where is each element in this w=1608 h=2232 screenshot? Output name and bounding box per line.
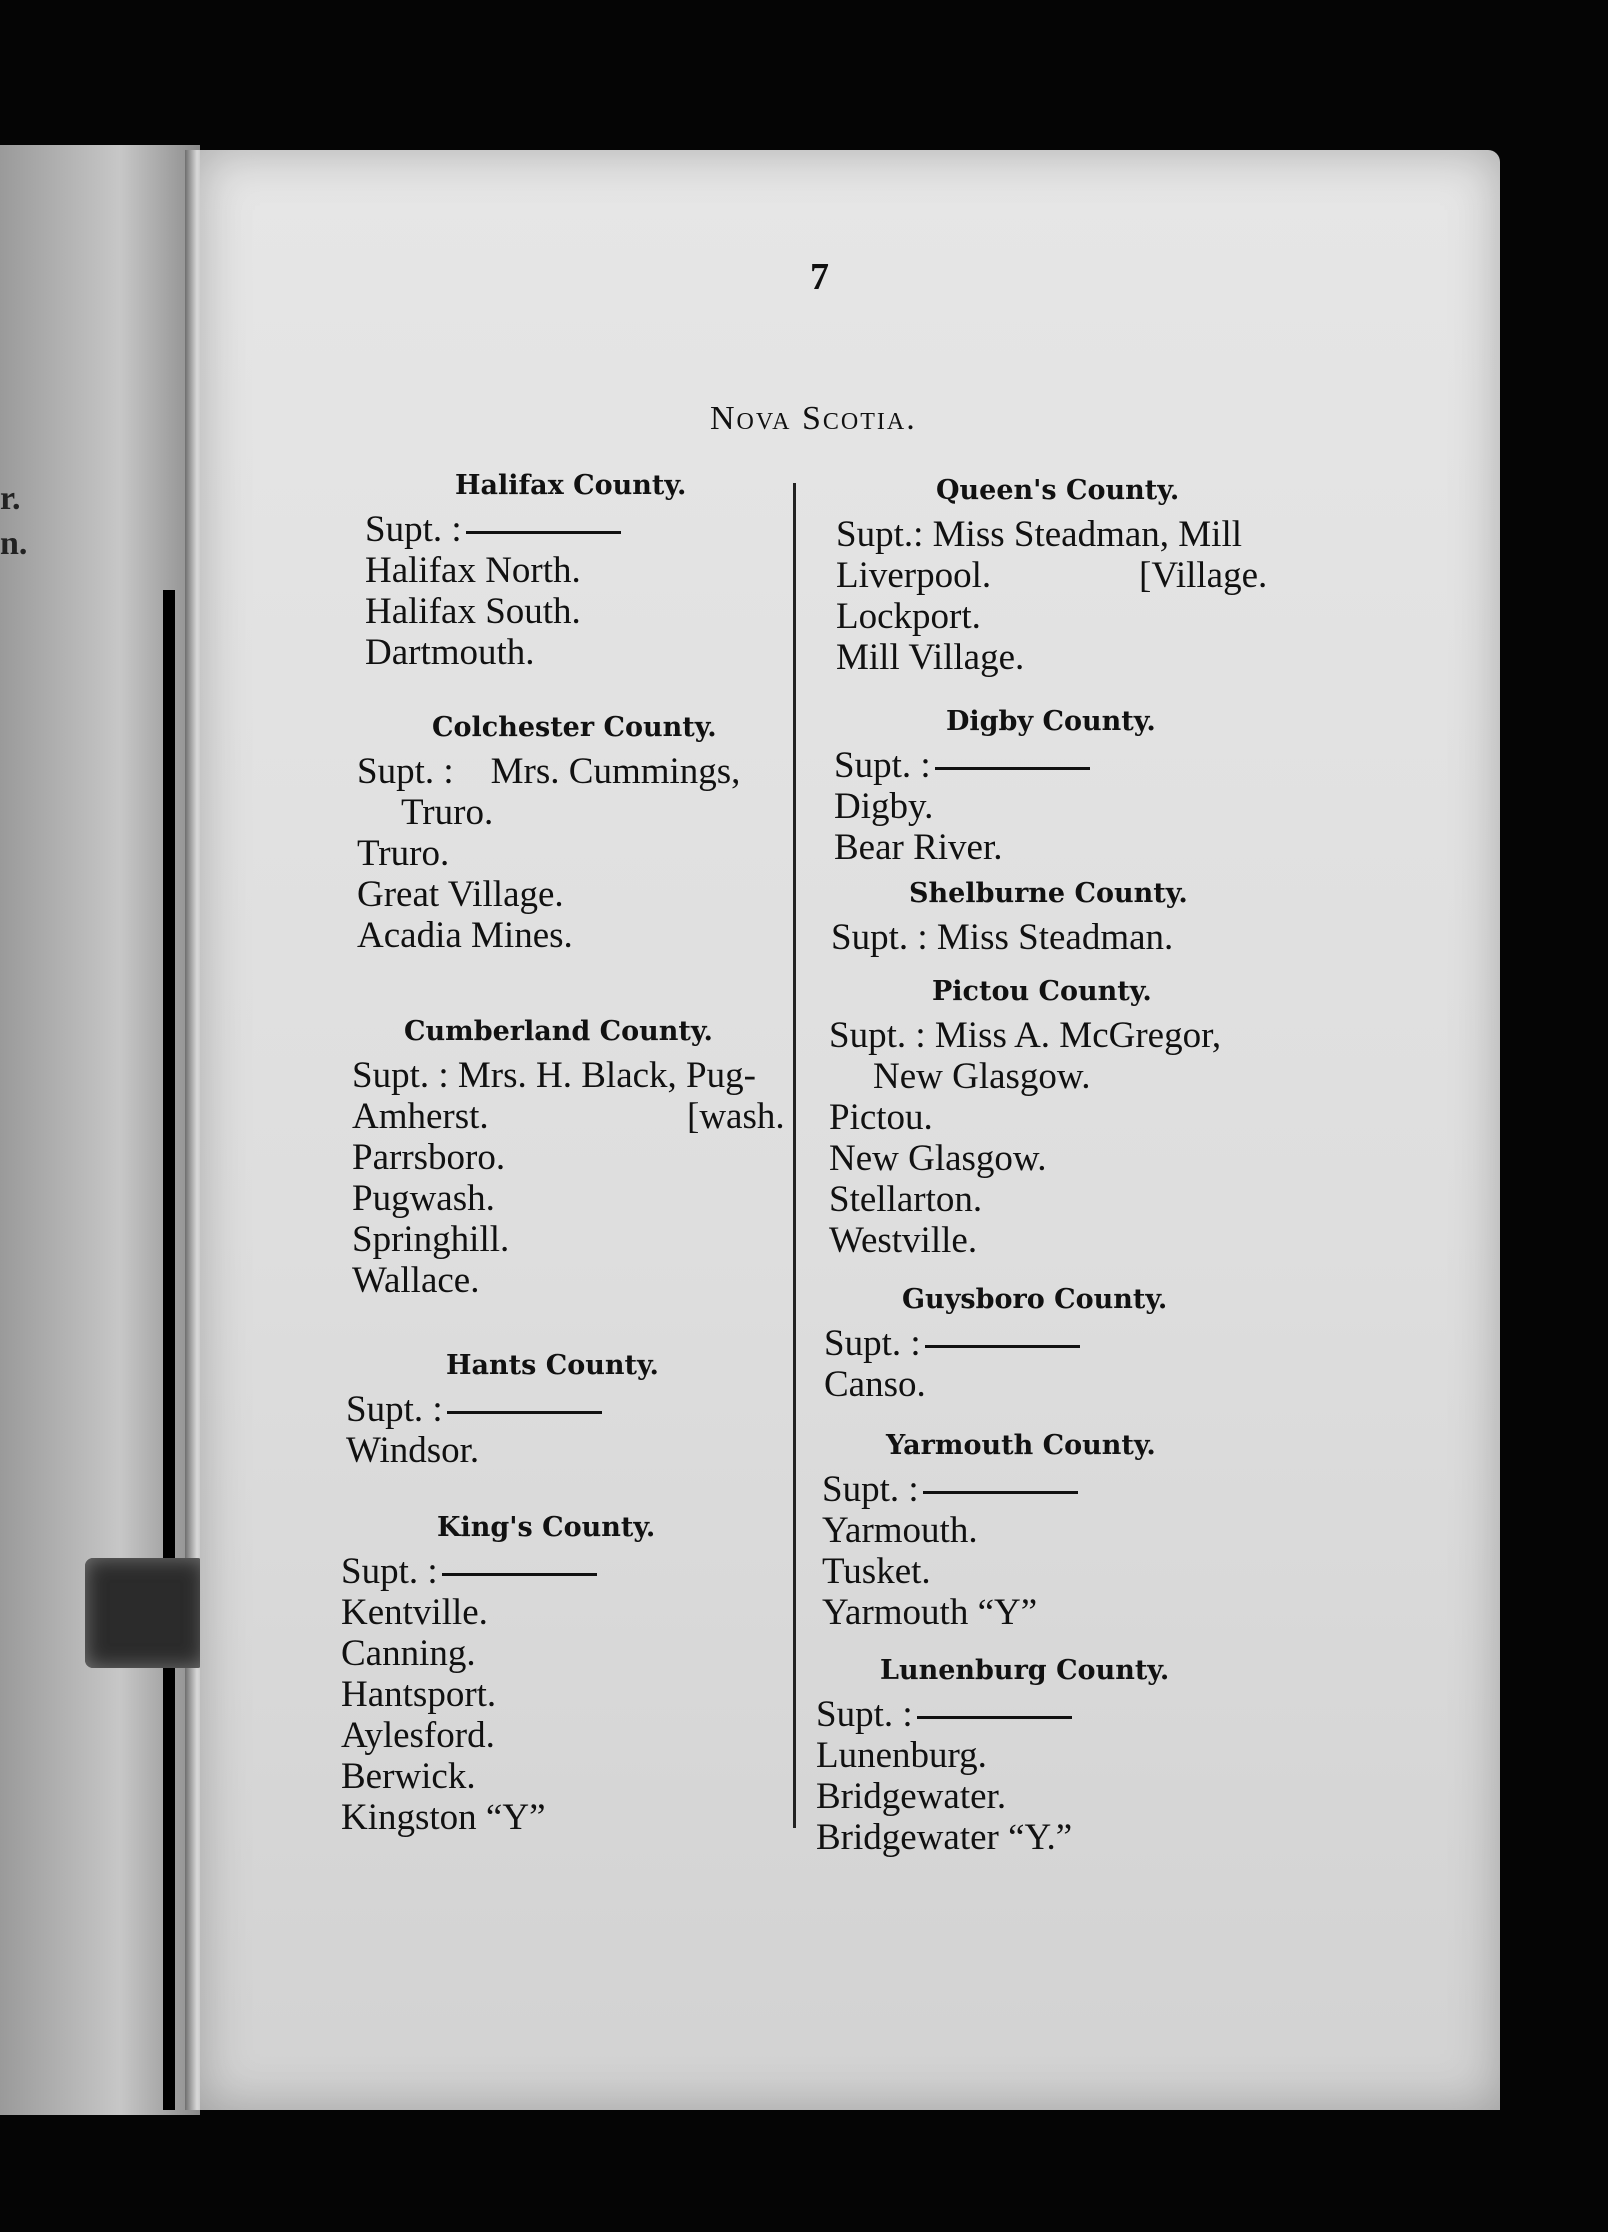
supt-name: Mrs. H. Black, Pug-: [457, 1055, 756, 1096]
branch-entry: New Glasgow.: [829, 1138, 1047, 1179]
blank-rule: [442, 1573, 597, 1576]
superintendent-line: [831, 917, 1188, 958]
county-heading: Halifax County.: [455, 470, 687, 501]
superintendent-line: [816, 1694, 1169, 1735]
page-title: Nova Scotia.: [710, 400, 917, 437]
branch-entry: Stellarton.: [829, 1179, 983, 1220]
bracket-continuation: [Village.: [1139, 555, 1268, 596]
supt-label: Supt. :: [341, 1551, 438, 1592]
branch-name: Liverpool.: [836, 555, 992, 596]
branch-entry: Kentville.: [341, 1592, 488, 1633]
branch-entry: Westville.: [829, 1220, 978, 1261]
county-block-queens: [836, 475, 1268, 678]
branch-entry: Bear River.: [834, 827, 1003, 868]
county-block-halifax: [365, 470, 686, 673]
branch-entry: Lunenburg.: [816, 1735, 987, 1776]
branch-entry: Parrsboro.: [352, 1137, 506, 1178]
superintendent-line: [822, 1469, 1156, 1510]
branch-entry: Halifax North.: [365, 550, 581, 591]
bracket-continuation: [wash.: [687, 1096, 785, 1137]
blank-rule: [935, 767, 1090, 770]
superintendent-line: [829, 1015, 1221, 1056]
binding-tab: [85, 1558, 205, 1668]
branch-entry: Yarmouth “Y”: [822, 1592, 1038, 1633]
blank-rule: [925, 1345, 1080, 1348]
branch-entry: Yarmouth.: [822, 1510, 978, 1551]
superintendent-line: [834, 745, 1156, 786]
branch-entry: Bridgewater “Y.”: [816, 1817, 1073, 1858]
county-heading: Colchester County.: [432, 712, 717, 743]
branch-entry: Halifax South.: [365, 591, 581, 632]
county-block-pictou: [829, 976, 1221, 1261]
branch-entry: Great Village.: [357, 874, 564, 915]
facing-page-fragment: n.: [0, 525, 28, 562]
county-heading: Digby County.: [946, 706, 1156, 737]
branch-entry: Canso.: [824, 1364, 926, 1405]
supt-label: Supt. :: [816, 1694, 913, 1735]
branch-entry: Digby.: [834, 786, 934, 827]
supt-label: Supt. :: [346, 1389, 443, 1430]
supt-name: Miss A. McGregor,: [934, 1015, 1222, 1056]
county-heading: Pictou County.: [932, 976, 1152, 1007]
branch-entry: Truro.: [357, 833, 450, 874]
spine-shadow: [163, 590, 175, 2110]
blank-rule: [923, 1491, 1078, 1494]
superintendent-line: [836, 514, 1242, 555]
branch-entry: Pugwash.: [352, 1178, 495, 1219]
branch-entry: Acadia Mines.: [357, 915, 573, 956]
county-heading: Queen's County.: [936, 475, 1180, 506]
branch-entry: Mill Village.: [836, 637, 1025, 678]
blank-rule: [466, 531, 621, 534]
county-heading: Shelburne County.: [909, 878, 1188, 909]
county-block-lunenburg: [816, 1655, 1169, 1858]
branch-entry: [836, 555, 1268, 596]
county-heading: Hants County.: [446, 1350, 659, 1381]
supt-label: Supt. :: [357, 751, 454, 792]
branch-entry: [352, 1096, 785, 1137]
branch-entry: Hantsport.: [341, 1674, 497, 1715]
supt-label: Supt. :: [831, 917, 928, 958]
branch-entry: Windsor.: [346, 1430, 480, 1471]
superintendent-line: [824, 1323, 1167, 1364]
county-heading: Cumberland County.: [404, 1016, 713, 1047]
supt-label: Supt. :: [834, 745, 931, 786]
supt-label: Supt. :: [365, 509, 462, 550]
supt-name: Miss Steadman, Mill: [932, 514, 1243, 555]
branch-name: Amherst.: [352, 1096, 489, 1137]
branch-entry: Canning.: [341, 1633, 476, 1674]
superintendent-line: [346, 1389, 659, 1430]
superintendent-line: [357, 751, 740, 792]
county-block-guysboro: [824, 1284, 1167, 1405]
branch-entry: Lockport.: [836, 596, 981, 637]
supt-label: Supt.:: [836, 514, 924, 555]
blank-rule: [447, 1411, 602, 1414]
county-heading: King's County.: [437, 1512, 656, 1543]
branch-entry: Dartmouth.: [365, 632, 535, 673]
branch-entry: Kingston “Y”: [341, 1797, 546, 1838]
county-block-yarmouth: [822, 1430, 1156, 1633]
county-block-kings: [341, 1512, 655, 1838]
supt-location: Truro.: [401, 792, 494, 833]
branch-entry: Pictou.: [829, 1097, 933, 1138]
superintendent-line: [341, 1551, 655, 1592]
supt-label: Supt. :: [352, 1055, 449, 1096]
county-block-shelburne: [831, 878, 1188, 958]
column-divider: [793, 483, 796, 1828]
supt-label: Supt. :: [822, 1469, 919, 1510]
supt-label: Supt. :: [824, 1323, 921, 1364]
supt-name: Miss Steadman.: [936, 917, 1174, 958]
county-block-cumberland: [352, 1016, 785, 1301]
branch-entry: Berwick.: [341, 1756, 476, 1797]
supt-name: Mrs. Cummings,: [490, 751, 741, 792]
superintendent-line: [352, 1055, 756, 1096]
branch-entry: Aylesford.: [341, 1715, 495, 1756]
county-block-digby: [834, 706, 1156, 868]
county-heading: Guysboro County.: [902, 1284, 1168, 1315]
page-number: 7: [810, 256, 829, 298]
branch-entry: Tusket.: [822, 1551, 931, 1592]
branch-entry: Springhill.: [352, 1219, 510, 1260]
county-block-hants: [346, 1350, 659, 1471]
county-block-colchester: [357, 712, 740, 956]
county-heading: Yarmouth County.: [886, 1430, 1156, 1461]
supt-label: Supt. :: [829, 1015, 926, 1056]
facing-page-fragment: r.: [0, 480, 21, 517]
supt-location: New Glasgow.: [873, 1056, 1091, 1097]
superintendent-line: [365, 509, 686, 550]
blank-rule: [917, 1716, 1072, 1719]
branch-entry: Bridgewater.: [816, 1776, 1007, 1817]
branch-entry: Wallace.: [352, 1260, 480, 1301]
county-heading: Lunenburg County.: [880, 1655, 1170, 1686]
